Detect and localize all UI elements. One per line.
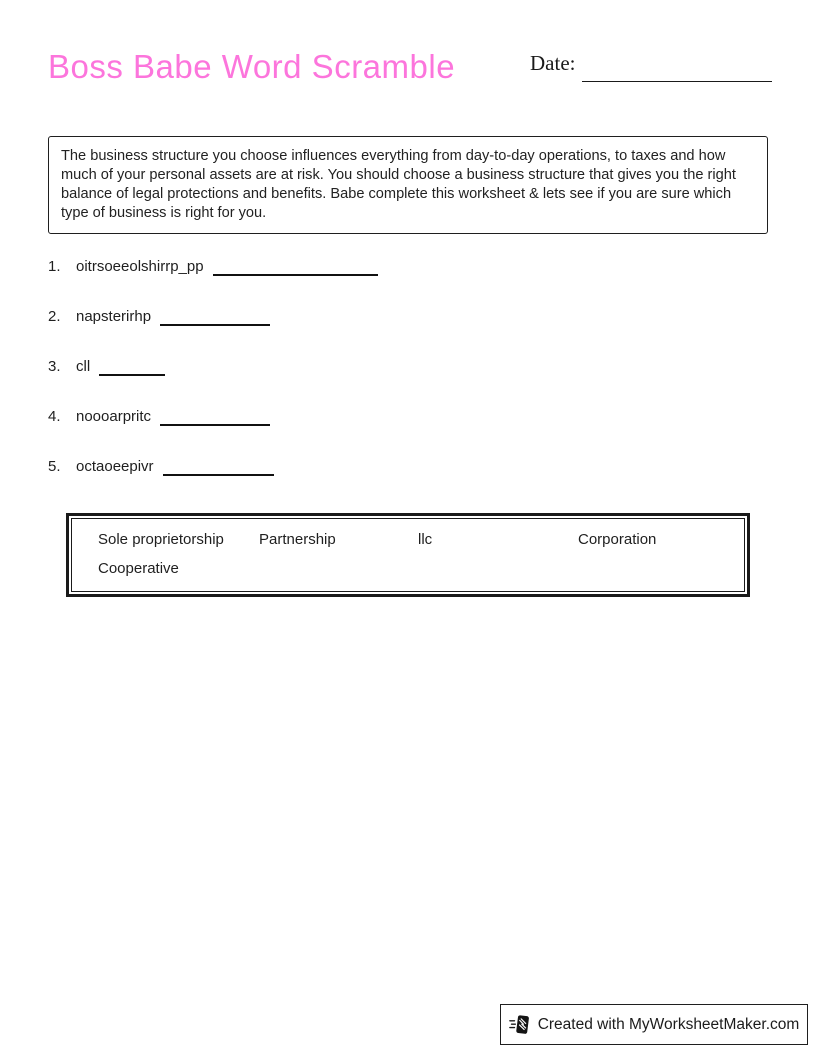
answer-blank-line: [160, 412, 270, 426]
footer-credit-text: Created with MyWorksheetMaker.com: [537, 1015, 800, 1033]
date-blank-line: [582, 61, 772, 82]
answer-blank-line: [160, 312, 270, 326]
question-number: 1.: [48, 258, 61, 275]
worksheet-maker-logo-icon: [509, 1013, 531, 1037]
scrambled-word: noooarpritc: [76, 408, 152, 425]
word-bank-item: Corporation: [578, 531, 657, 548]
word-bank-item: Partnership: [259, 531, 336, 548]
date-field: [530, 51, 772, 76]
question-number: 2.: [48, 308, 61, 325]
footer-credit: [500, 1004, 808, 1045]
answer-blank-line: [99, 362, 165, 376]
answer-blank-line: [213, 262, 378, 276]
word-bank-item: Sole proprietorship: [98, 531, 224, 548]
question-row: [48, 307, 768, 357]
question-row: [48, 457, 768, 507]
word-bank-item: llc: [418, 531, 433, 548]
question-number: 5.: [48, 458, 61, 475]
question-list: [48, 257, 768, 507]
word-bank-inner: [71, 518, 745, 592]
answer-blank-line: [163, 462, 274, 476]
word-bank-item: Cooperative: [98, 560, 179, 577]
page-title: Boss Babe Word Scramble: [48, 48, 456, 85]
question-row: [48, 407, 768, 457]
instruction-text: The business structure you choose influences everything from day-to-day operations, to taxes and how much of your personal assets are at risk. You should choose a business structure that gives you the right balance of legal protections and benefits. Babe complete this worksheet & lets see if you are sure which type of business is right for you.: [61, 148, 736, 221]
date-label: Date:: [530, 51, 576, 75]
scrambled-word: napsterirhp: [76, 308, 152, 325]
scrambled-word: oitrsoeeolshirrp_pp: [76, 258, 204, 275]
question-number: 3.: [48, 358, 61, 375]
question-row: [48, 357, 768, 407]
word-bank: [66, 513, 750, 597]
instruction-box: [48, 136, 768, 234]
scrambled-word: cll: [76, 358, 91, 375]
question-row: [48, 257, 768, 307]
scrambled-word: octaoeepivr: [76, 458, 154, 475]
question-number: 4.: [48, 408, 61, 425]
